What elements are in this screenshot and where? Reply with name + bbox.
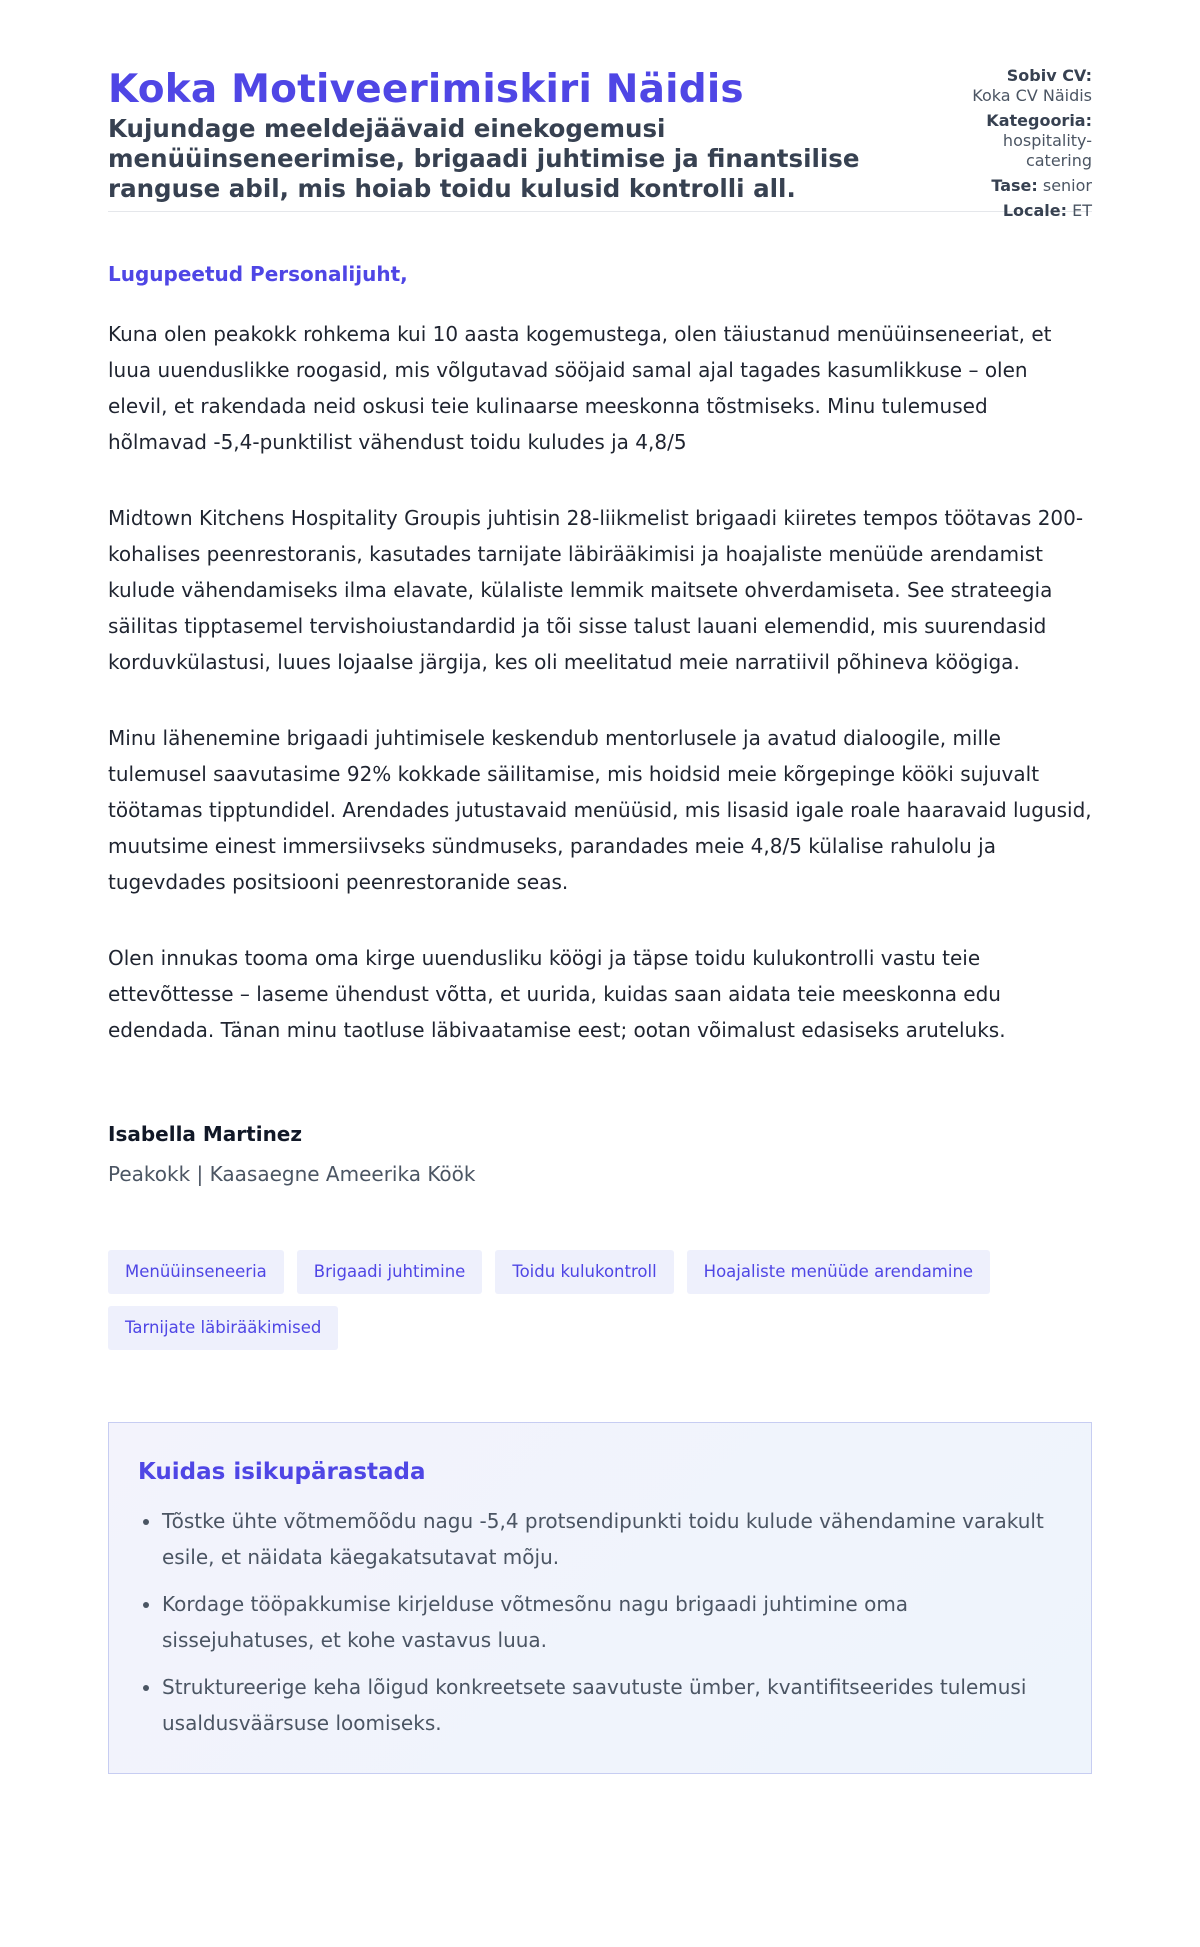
signature-name: Isabella Martinez bbox=[108, 1122, 303, 1146]
page-header bbox=[108, 0, 1092, 220]
meta-level-value: senior bbox=[1042, 176, 1092, 195]
personalization-tips bbox=[108, 1422, 1092, 1774]
letter-paragraph-2: Midtown Kitchens Hospitality Groupis juhtisin 28-liikmelist brigaadi kiiretes tempos töötavas 200-kohalises peenrestoranis, kasutades tarnijate läbirääkimisi ja hoajaliste menüüde arendamist kulude vähendamiseks ilma elavate, külaliste lemmik maitsete ohverdamiseta. See strateegia säilitas tipptasemel tervishoiustandardid ja tõi sisse talust lauani elemendid, mis suurendasid korduvkülastusi, luues lojaalse järgija, kes oli meelitatud meie narratiivil põhineva köögiga. bbox=[108, 506, 1084, 674]
meta-cv-label: Sobiv CV: bbox=[1006, 66, 1092, 85]
letter-paragraph-4: Olen innukas tooma oma kirge uuendusliku köögi ja täpse toidu kulukontrolli vastu teie ettevõttesse – laseme ühendust võtta, et uurida, kuidas saan aidata teie meeskonna edu edendada. Tänan minu taotluse läbivaatamise eest; ootan võimalust edasiseks aruteluks. bbox=[108, 946, 1006, 1042]
tips-title: Kuidas isikupärastada bbox=[138, 1459, 426, 1485]
meta-locale-row bbox=[962, 201, 1092, 221]
signature-role: Peakokk | Kaasaegne Ameerika Köök bbox=[108, 1162, 476, 1186]
skill-tag: Tarnijate läbirääkimised bbox=[108, 1306, 338, 1350]
page-title: Koka Motiveerimiskiri Näidis bbox=[108, 67, 744, 112]
page-subtitle: Kujundage meeldejäävaid einekogemusi menüüinseneerimise, brigaadi juhtimise ja finantsilise ranguse abil, mis hoiab toidu kulusid kontrolli all. bbox=[108, 114, 860, 203]
meta-category-label: Kategooria: bbox=[986, 111, 1092, 130]
letter-body bbox=[108, 260, 1092, 1188]
skill-tag: Toidu kulukontroll bbox=[495, 1250, 673, 1294]
skill-tags bbox=[108, 1250, 1108, 1350]
meta-category-value: hospitality-catering bbox=[1002, 131, 1092, 170]
meta-info bbox=[962, 66, 1092, 221]
tip-item: • Struktureerige keha lõigud konkreetsete saavutuste ümber, kvantifitseerides tulemusi usaldusväärsuse loomiseks. bbox=[162, 1669, 1061, 1741]
tips-list bbox=[138, 1503, 1061, 1741]
letter-paragraph-1: Kuna olen peakokk rohkema kui 10 aasta kogemustega, olen täiustanud menüüinseneeriat, et luua uuenduslikke roogasid, mis võlgutavad sööjaid samal ajal tagades kasumlikkuse – olen elevil, et rakendada neid oskusi teie kulinaarse meeskonna tõstmiseks. Minu tulemused hõlmavad -5,4-punktilist vähendust toidu kuludes ja 4,8/5 bbox=[108, 322, 1052, 454]
letter-paragraph-3: Minu lähenemine brigaadi juhtimisele keskendub mentorlusele ja avatud dialoogile, mille tulemusel saavutasime 92% kokkade säilitamise, mis hoidsid meie kõrgepinge kööki sujuvalt töötamas tipptundidel. Arendades jutustavaid menüüsid, mis lisasid igale roale haaravaid lugusid, muutsime einest immersiivseks sündmuseks, parandades meie 4,8/5 külalise rahulolu ja tugevdades positsiooni peenrestoranide seas. bbox=[108, 726, 1092, 894]
meta-level-label: Tase: bbox=[991, 176, 1038, 195]
meta-locale-label: Locale: bbox=[1002, 201, 1068, 220]
skill-tag: Menüüinseneeria bbox=[108, 1250, 284, 1294]
meta-cv-value: Koka CV Näidis bbox=[972, 86, 1092, 105]
skill-tag: Hoajaliste menüüde arendamine bbox=[687, 1250, 990, 1294]
meta-level-row bbox=[962, 176, 1092, 196]
tip-item: • Kordage tööpakkumise kirjelduse võtmesõnu nagu brigaadi juhtimine oma sissejuhatuses, et kohe vastavus luua. bbox=[162, 1586, 1061, 1658]
skill-tag: Brigaadi juhtimine bbox=[297, 1250, 483, 1294]
tip-item: • Tõstke ühte võtmemõõdu nagu -5,4 protsendipunkti toidu kulude vähendamine varakult esile, et näidata käegakatsutavat mõju. bbox=[162, 1503, 1061, 1575]
meta-locale-value: ET bbox=[1072, 201, 1092, 220]
salutation: Lugupeetud Personalijuht, bbox=[108, 262, 408, 286]
